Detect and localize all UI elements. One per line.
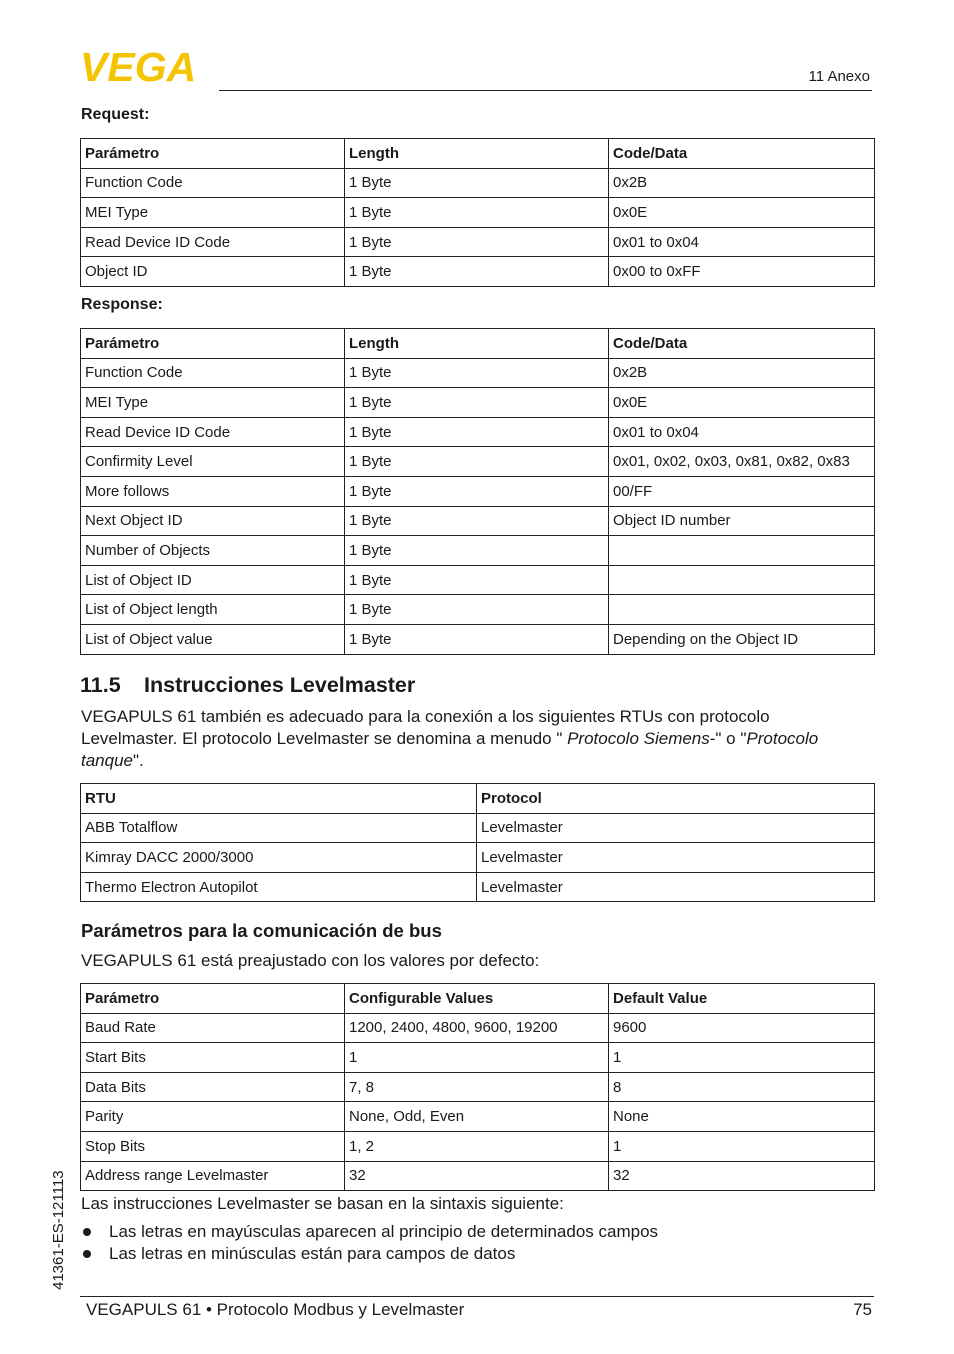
table-cell: Function Code — [81, 168, 345, 198]
table-cell — [609, 536, 875, 566]
table-row — [81, 872, 875, 902]
table-cell: 1, 2 — [345, 1131, 609, 1161]
section-heading — [80, 673, 415, 698]
table-cell: 1 Byte — [345, 257, 609, 287]
table-header-cell: Default Value — [609, 984, 875, 1014]
list-item: Las letras en minúsculas están para campos de datos — [81, 1243, 658, 1265]
table-row — [81, 447, 875, 477]
table-header-row — [81, 139, 875, 169]
table-cell: Object ID number — [609, 506, 875, 536]
rtu-table — [80, 783, 875, 902]
table-cell: 1 Byte — [345, 358, 609, 388]
table-header-cell: Configurable Values — [345, 984, 609, 1014]
table-cell: Object ID — [81, 257, 345, 287]
table-cell: 0x0E — [609, 388, 875, 418]
table-row — [81, 476, 875, 506]
table-cell: 1 Byte — [345, 476, 609, 506]
table-cell: 0x00 to 0xFF — [609, 257, 875, 287]
table-cell: 1 Byte — [345, 227, 609, 257]
intro-line: VEGAPULS 61 también es adecuado para la conexión a los siguientes RTUs con protocolo — [81, 707, 770, 726]
table-header-cell: Parámetro — [81, 139, 345, 169]
footer-title: VEGAPULS 61 • Protocolo Modbus y Levelmaster — [86, 1300, 465, 1319]
table-row — [81, 358, 875, 388]
table-cell: Confirmity Level — [81, 447, 345, 477]
table-cell: Data Bits — [81, 1072, 345, 1102]
table-cell: 32 — [345, 1161, 609, 1191]
list-item: Las letras en mayúsculas aparecen al principio de determinados campos — [81, 1221, 658, 1243]
table-header-cell: RTU — [81, 784, 477, 814]
table-cell: 1 Byte — [345, 624, 609, 654]
table-cell: Depending on the Object ID — [609, 624, 875, 654]
table-cell: Kimray DACC 2000/3000 — [81, 843, 477, 873]
table-cell: Levelmaster — [477, 843, 875, 873]
table-cell: 1 Byte — [345, 536, 609, 566]
intro-line: Levelmaster. El protocolo Levelmaster se denomina a menudo " Protocolo Siemens-" o "Protocolo — [81, 729, 819, 748]
table-row — [81, 506, 875, 536]
table-cell: 0x2B — [609, 358, 875, 388]
table-row — [81, 1102, 875, 1132]
chapter-label: 11 Anexo — [808, 68, 870, 85]
table-cell: 0x01 to 0x04 — [609, 227, 875, 257]
table-row — [81, 168, 875, 198]
table-row — [81, 565, 875, 595]
table-cell: 1 Byte — [345, 506, 609, 536]
table-row — [81, 1161, 875, 1191]
table-cell: Thermo Electron Autopilot — [81, 872, 477, 902]
table-cell: Next Object ID — [81, 506, 345, 536]
table-cell: List of Object ID — [81, 565, 345, 595]
footer-divider — [80, 1296, 874, 1297]
table-cell: 0x01, 0x02, 0x03, 0x81, 0x82, 0x83 — [609, 447, 875, 477]
table-cell: 1 Byte — [345, 198, 609, 228]
table-cell: 00/FF — [609, 476, 875, 506]
table-cell — [609, 595, 875, 625]
table-cell: Read Device ID Code — [81, 227, 345, 257]
table-cell: 1 Byte — [345, 388, 609, 418]
table-cell: 9600 — [609, 1013, 875, 1043]
table-cell: MEI Type — [81, 388, 345, 418]
table-cell: 1 — [609, 1043, 875, 1073]
table-header-cell: Code/Data — [609, 329, 875, 359]
table-cell — [609, 565, 875, 595]
table-header-cell: Length — [345, 139, 609, 169]
table-row — [81, 1131, 875, 1161]
bus-subheading: Parámetros para la comunicación de bus — [81, 920, 442, 941]
table-cell: 1 — [345, 1043, 609, 1073]
table-cell: More follows — [81, 476, 345, 506]
table-row — [81, 388, 875, 418]
table-row — [81, 417, 875, 447]
table-header-cell: Length — [345, 329, 609, 359]
table-cell: 1 — [609, 1131, 875, 1161]
table-cell: 0x01 to 0x04 — [609, 417, 875, 447]
table-cell: 0x0E — [609, 198, 875, 228]
table-cell: 7, 8 — [345, 1072, 609, 1102]
request-table — [80, 138, 875, 287]
table-row — [81, 624, 875, 654]
table-header-row — [81, 984, 875, 1014]
table-cell: Address range Levelmaster — [81, 1161, 345, 1191]
table-cell: Stop Bits — [81, 1131, 345, 1161]
table-cell: Read Device ID Code — [81, 417, 345, 447]
table-cell: 1 Byte — [345, 565, 609, 595]
table-cell: 1 Byte — [345, 447, 609, 477]
table-header-cell: Protocol — [477, 784, 875, 814]
table-row — [81, 536, 875, 566]
table-cell: None, Odd, Even — [345, 1102, 609, 1132]
document-code: 41361-ES-121113 — [50, 1170, 67, 1290]
table-cell: 0x2B — [609, 168, 875, 198]
syntax-bullet-list — [81, 1221, 658, 1265]
table-header-cell: Parámetro — [81, 984, 345, 1014]
table-row — [81, 257, 875, 287]
table-cell: 1 Byte — [345, 595, 609, 625]
table-row — [81, 843, 875, 873]
table-cell: Function Code — [81, 358, 345, 388]
table-row — [81, 1013, 875, 1043]
section-number: 11.5 — [80, 673, 121, 697]
table-row — [81, 227, 875, 257]
table-cell: List of Object length — [81, 595, 345, 625]
table-cell: 1 Byte — [345, 417, 609, 447]
table-cell: MEI Type — [81, 198, 345, 228]
section-intro — [81, 706, 818, 772]
response-table — [80, 328, 875, 655]
table-cell: ABB Totalflow — [81, 813, 477, 843]
table-cell: Levelmaster — [477, 813, 875, 843]
table-row — [81, 595, 875, 625]
bus-intro: VEGAPULS 61 está preajustado con los valores por defecto: — [81, 951, 540, 970]
table-row — [81, 198, 875, 228]
table-cell: List of Object value — [81, 624, 345, 654]
table-cell: Baud Rate — [81, 1013, 345, 1043]
table-row — [81, 1072, 875, 1102]
vega-logo-text: VEGA — [80, 50, 197, 84]
intro-line: tanque". — [81, 751, 144, 770]
table-row — [81, 1043, 875, 1073]
header-divider — [219, 90, 872, 91]
table-cell: 1200, 2400, 4800, 9600, 19200 — [345, 1013, 609, 1043]
response-label: Response: — [81, 296, 163, 313]
vega-logo — [80, 50, 212, 84]
table-cell: 1 Byte — [345, 168, 609, 198]
page-number: 75 — [853, 1300, 872, 1319]
table-cell: None — [609, 1102, 875, 1132]
table-cell: Start Bits — [81, 1043, 345, 1073]
table-cell: Levelmaster — [477, 872, 875, 902]
bus-parameters-table — [80, 983, 875, 1191]
table-header-row — [81, 329, 875, 359]
table-header-row — [81, 784, 875, 814]
table-cell: 8 — [609, 1072, 875, 1102]
syntax-intro: Las instrucciones Levelmaster se basan en la sintaxis siguiente: — [81, 1194, 564, 1213]
table-header-cell: Code/Data — [609, 139, 875, 169]
table-row — [81, 813, 875, 843]
bullet-icon — [83, 1228, 91, 1236]
table-cell: Number of Objects — [81, 536, 345, 566]
section-title-text: Instrucciones Levelmaster — [144, 673, 416, 697]
table-cell: 32 — [609, 1161, 875, 1191]
bullet-icon — [83, 1250, 91, 1258]
table-header-cell: Parámetro — [81, 329, 345, 359]
table-cell: Parity — [81, 1102, 345, 1132]
request-label: Request: — [81, 106, 150, 123]
